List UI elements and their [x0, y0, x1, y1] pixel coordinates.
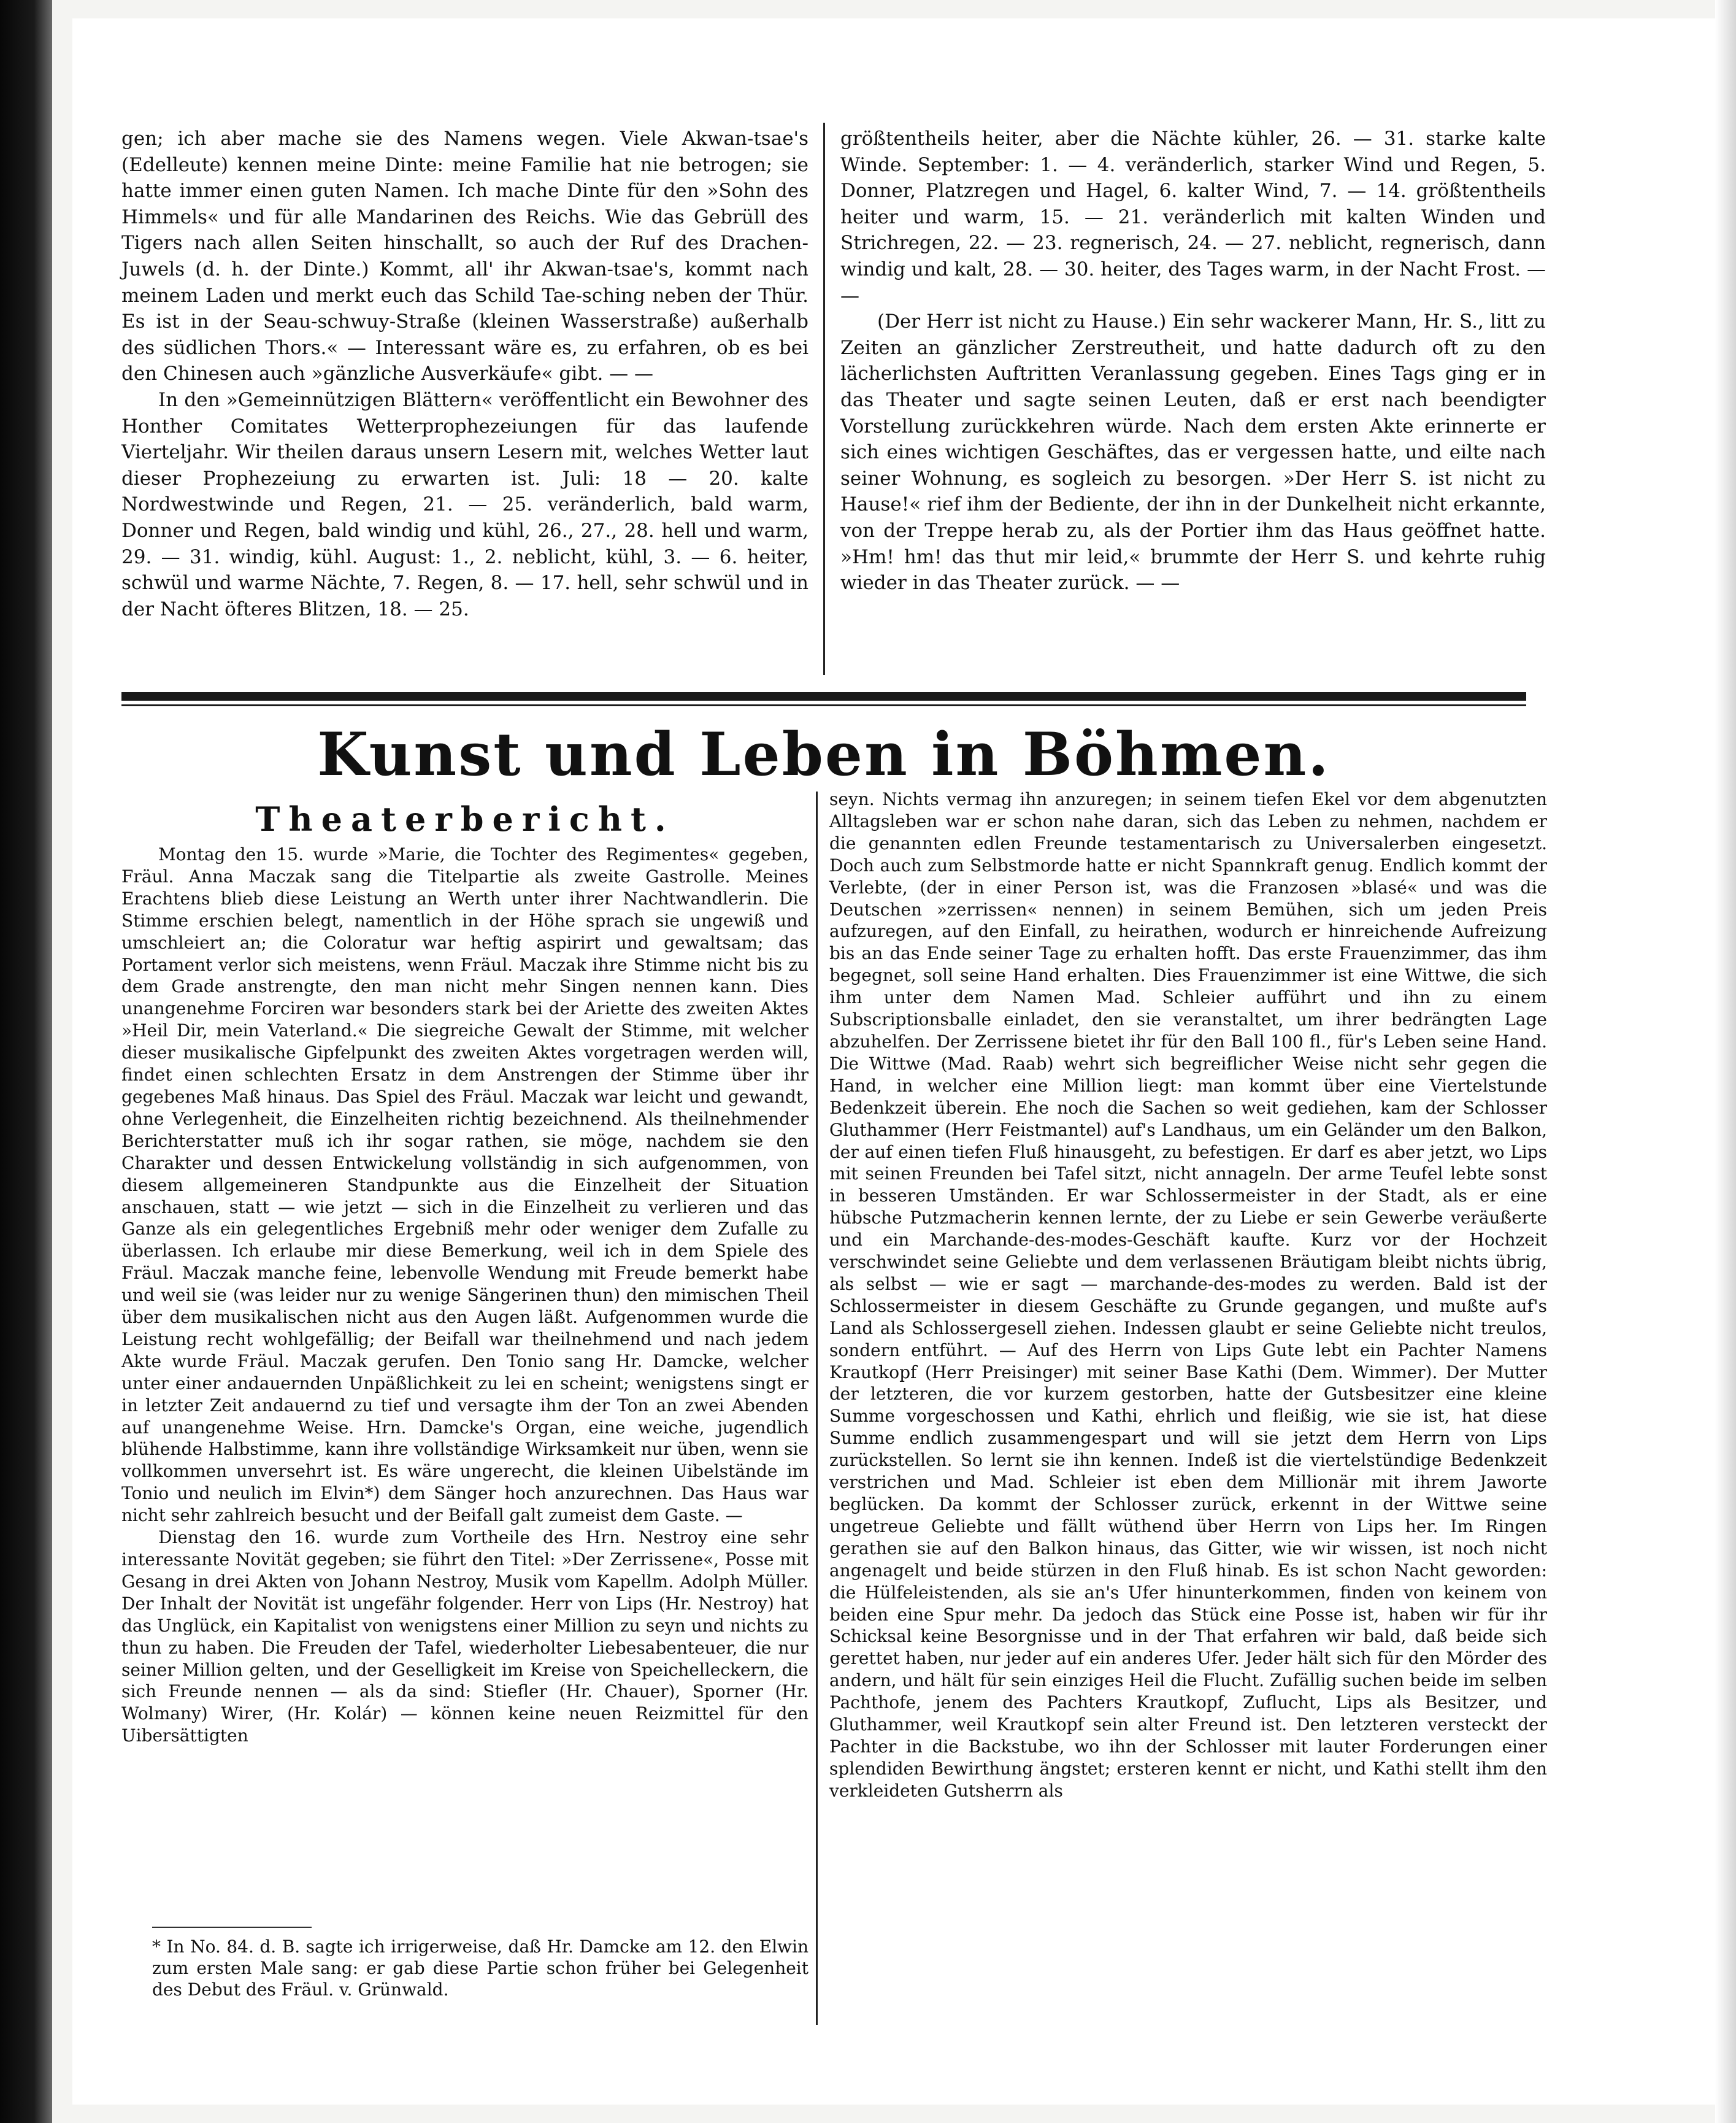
page-edge-shadow — [1715, 0, 1736, 2123]
footnote: * In No. 84. d. B. sagte ich irrigerweise, daß Hr. Damcke am 12. den Elwin zum ersten Male sang: er gab diese Partie schon früher bei Gelegenheit des Debut des Fräul. v. Grünwald. — [152, 1936, 808, 2000]
section-rule-thin — [121, 704, 1526, 706]
column-divider — [823, 123, 825, 675]
section-rule — [121, 692, 1526, 701]
article-top-left-column — [121, 126, 808, 622]
paragraph: seyn. Nichts vermag ihn anzuregen; in seinem tiefen Ekel vor dem abgenutzten Alltagsleben war er schon nahe daran, sich das Leben zu nehmen, nachdem er die genannten edlen Freunde testamentarisch zu Universalerben eingesetzt. Doch auch zum Selbstmorde hatte er nicht Spannkraft genug. Endlich kommt der Verlebte, (der in einer Person ist, was die Franzosen »blasé« und was die Deutschen »zerrissen« nennen) in seinem Bemühen, sich um jeden Preis aufzuregen, auf den Einfall, zu heirathen, wodurch er hinreichende Aufreizung bis an das Ende seiner Tage zu erhalten hofft. Das erste Frauenzimmer, das ihm begegnet, soll seine Hand erhalten. Dies Frauenzimmer ist eine Wittwe, die sich ihm unter dem Namen Mad. Schleier aufführt und ihn zu einem Subscriptionsballe einladet, den sie veranstaltet, um ihrer bedrängten Lage abzuhelfen. Der Zerrissene bietet ihr für den Ball 100 fl., für's Leben seine Hand. Die Wittwe (Mad. Raab) wehrt sich begreiflicher Weise nicht sehr gegen die Hand, in welcher eine Million liegt: man kommt über eine Viertelstunde Bedenkzeit überein. Ehe noch die Sachen so weit gediehen, kam der Schlosser Gluthammer (Herr Feistmantel) auf's Landhaus, um ein Geländer um den Balkon, der auf einen tiefen Fluß hinausgeht, zu befestigen. Er darf es aber jetzt, wo Lips mit seinen Freunden bei Tafel sitzt, nicht annageln. Der arme Teufel lebte sonst in besseren Umständen. Er war Schlossermeister in der Stadt, als er eine hübsche Putzmacherin kennen lernte, der zu Liebe er sein Gewerbe veräußerte und ein Marchande-des-modes-Geschäft kaufte. Kurz vor der Hochzeit verschwindet seine Geliebte und dem verlassenen Bräutigam bleibt nichts übrig, als selbst — wie er sagt — marchande-des-modes zu werden. Bald ist der Schlossermeister in diesem Geschäfte zu Grunde gegangen, und mußte auf's Land als Schlossergesell ziehen. Indessen glaubt er seine Geliebte nicht treulos, sondern entführt. — Auf des Herrn von Lips Gute lebt ein Pachter Namens Krautkopf (Herr Preisinger) mit seiner Base Kathi (Dem. Wimmer). Der Mutter der letzteren, die vor kurzem gestorben, hatte der Gutsbesitzer eine kleine Summe vorgeschossen und Kathi, ehrlich und fleißig, wie sie ist, hat diese Summe endlich zusammengespart und will sie jetzt dem Herrn von Lips zurückstellen. So lernt sie ihn kennen. Indeß ist die viertelstündige Bedenkzeit verstrichen und Mad. Schleier ist eben dem Millionär mit ihrem Jaworte beglücken. Da kommt der Schlosser zurück, erkennt in der Wittwe seine ungetreue Geliebte und fällt wüthend über Herrn von Lips her. Im Ringen gerathen sie auf den Balkon hinaus, das Gitter, wie wir wissen, ist noch nicht angenagelt und beide stürzen in den Fluß hinab. Es ist schon Nacht geworden: die Hülfeleistenden, als sie an's Ufer hinunterkommen, finden von keinem von beiden eine Spur mehr. Da jedoch das Stück eine Posse ist, haben wir für ihr Schicksal keine Besorgnisse und in der That erfahren wir bald, daß beide sich gerettet haben, nur jeder auf ein anderes Ufer. Jeder hält sich für den Mörder des andern, und hält für sein einziges Heil die Flucht. Zufällig suchen beide im selben Pachthofe, jenem des Pachters Krautkopf, Zuflucht, Lips als Besitzer, und Gluthammer, weil Krautkopf sein alter Freund ist. Den letzteren versteckt der Pachter in die Backstube, wo ihn der Schlosser mit lauter Forderungen einer splendiden Bewirthung ängstet; ersteren kennt er nicht, und Kathi stellt ihm den verkleideten Gutsherrn als — [829, 789, 1547, 1801]
paragraph: Dienstag den 16. wurde zum Vortheile des Hrn. Nestroy eine sehr interessante Novität gegeben; sie führt den Titel: »Der Zerrissene«, Posse mit Gesang in drei Akten von Johann Nestroy, Musik vom Kapellm. Adolph Müller. Der Inhalt der Novität ist ungefähr folgender. Herr von Lips (Hr. Nestroy) hat das Unglück, ein Kapitalist von wenigstens einer Million zu seyn und nichts zu thun zu haben. Die Freuden der Tafel, wiederholter Liebesabenteuer, die nur seiner Million gelten, und der Geselligkeit im Kreise von Speichelleckern, die sich Freunde nennen — als da sind: Stiefler (Hr. Chauer), Sporner (Hr. Wolmany) Wirer, (Hr. Kolár) — können keine neuen Reizmittel für den Uibersättigten — [121, 1527, 808, 1746]
footnote-rule — [152, 1927, 312, 1928]
article-top-right-column — [840, 126, 1546, 596]
scanner-edge — [0, 0, 52, 2123]
paragraph: gen; ich aber mache sie des Namens wegen. Viele Akwan-tsae's (Edelleute) kennen meine Dinte: meine Familie hat nie betrogen; sie hatte immer einen guten Namen. Ich mache Dinte für den »Sohn des Himmels« und für alle Mandarinen des Reichs. Wie das Gebrüll des Tigers nach allen Seiten hinschallt, so auch der Ruf des Drachen-Juwels (d. h. der Dinte.) Kommt, all' ihr Akwan-tsae's, kommt nach meinem Laden und merkt euch das Schild Tae-sching neben der Thür. Es ist in der Seau-schwuy-Straße (kleinen Wasserstraße) außerhalb des südlichen Thors.« — Interessant wäre es, zu erfahren, ob es bei den Chinesen auch »gänzliche Ausverkäufe« gibt. — — — [121, 128, 808, 385]
column-divider — [816, 792, 818, 2025]
paragraph: In den »Gemeinnützigen Blättern« veröffentlicht ein Bewohner des Honther Comitates Wetterprophezeiungen für das laufende Vierteljahr. Wir theilen daraus unsern Lesern mit, welches Wetter laut dieser Prophezeiung zu erwarten ist. Juli: 18 — 20. kalte Nordwestwinde und Regen, 21. — 25. veränderlich, bald warm, Donner und Regen, bald windig und kühl, 26., 27., 28. hell und warm, 29. — 31. windig, kühl. August: 1., 2. neblicht, kühl, 3. — 6. heiter, schwül und warme Nächte, 7. Regen, 8. — 17. hell, sehr schwül und in der Nacht öfteres Blitzen, 18. — 25. — [121, 388, 808, 620]
theater-report-right-column — [829, 788, 1547, 1802]
paragraph: (Der Herr ist nicht zu Hause.) Ein sehr wackerer Mann, Hr. S., litt zu Zeiten an gänzlicher Zerstreutheit, und hatte dadurch oft zu den lächerlichsten Auftritten Veranlassung gegeben. Eines Tags ging er in das Theater und sagte seinen Leuten, daß er erst nach beendigter Vorstellung zurückkehren würde. Nach dem ersten Akte erinnerte er sich eines wichtigen Geschäftes, das er vergessen hatte, und eilte nach seiner Wohnung, es sogleich zu besorgen. »Der Herr S. ist nicht zu Hause!« rief ihm der Bediente, der ihn in der Dunkelheit nicht erkannte, von der Treppe herab zu, als der Portier ihm das Haus geöffnet hatte. »Hm! hm! das thut mir leid,« brummte der Herr S. und kehrte ruhig wieder in das Theater zurück. — — — [840, 310, 1546, 595]
paragraph: Montag den 15. wurde »Marie, die Tochter des Regimentes« gegeben, Fräul. Anna Maczak sang die Titelpartie als zweite Gastrolle. Meines Erachtens blieb diese Leistung an Werth unter ihrer Nachtwandlerin. Die Stimme erschien belegt, namentlich in der Höhe sprach sie ungewiß und umschleiert an; die Coloratur war heftig aspirirt und gewaltsam; das Portament verlor sich meistens, wenn Fräul. Maczak ihre Stimme nicht bis zu dem Grade anstrengte, den man nicht mehr Singen nennen kann. Dies unangenehme Forciren war besonders stark bei der Ariette des zweiten Aktes »Heil Dir, mein Vaterland.« Die siegreiche Gewalt der Stimme, mit welcher dieser musikalische Gipfelpunkt des zweiten Aktes vorgetragen werden will, findet einen schlechten Ersatz in dem Anstrengen der Stimme über ihr gegebenes Maß hinaus. Das Spiel des Fräul. Maczak war leicht und gewandt, ohne Verlegenheit, die Einzelheiten richtig bezeichnend. Als theilnehmender Berichterstatter muß ich ihr sogar rathen, sie möge, nachdem sie den Charakter und dessen Entwickelung vollständig in sich aufgenommen, von diesem allgemeineren Standpunkte aus die Einzelheit der Situation anschauen, statt — wie jetzt — sich in die Einzelheit zu verlieren und das Ganze als ein gelegentliches Ergebniß mehr oder weniger dem Zufalle zu überlassen. Ich erlaube mir diese Bemerkung, weil ich in dem Spiele des Fräul. Maczak manche feine, lebenvolle Wendung mit Freude bemerkt habe und weil sie (was leider nur zu wenige Sängerinen thun) den mimischen Theil über dem musikalischen nicht aus den Augen läßt. Aufgenommen wurde die Leistung recht wohlgefällig; der Beifall war theilnehmend und nach jedem Akte wurde Fräul. Maczak gerufen. Den Tonio sang Hr. Damcke, welcher unter einer andauernden Unpäßlichkeit zu lei en scheint; wenigstens singt er in letzter Zeit andauernd zu tief und versagte ihm der Ton an zwei Abenden auf unangenehme Weise. Hrn. Damcke's Organ, eine weiche, jugendlich blühende Halbstimme, kann ihre vollständige Wirksamkeit nur üben, wenn sie vollkommen unversehrt ist. Es wäre ungerecht, die kleinen Uibelstände im Tonio und neulich im Elvin*) dem Sänger hoch anzurechnen. Das Haus war nicht sehr zahlreich besucht und der Beifall galt zumeist dem Gaste. — — [121, 844, 808, 1526]
theater-report-left-column — [121, 844, 808, 1747]
paragraph: größtentheils heiter, aber die Nächte kühler, 26. — 31. starke kalte Winde. September: 1. — 4. veränderlich, starker Wind und Regen, 5. Donner, Platzregen und Hagel, 6. kalter Wind, 7. — 14. größtentheils heiter und warm, 15. — 21. veränderlich mit kalten Winden und Strichregen, 22. — 23. regnerisch, 24. — 27. neblicht, regnerisch, dann windig und kalt, 28. — 30. heiter, des Tages warm, in der Nacht Frost. — — — [840, 128, 1546, 307]
subsection-title: Theaterbericht. — [255, 799, 675, 839]
section-title: Kunst und Leben in Böhmen. — [317, 720, 1331, 789]
